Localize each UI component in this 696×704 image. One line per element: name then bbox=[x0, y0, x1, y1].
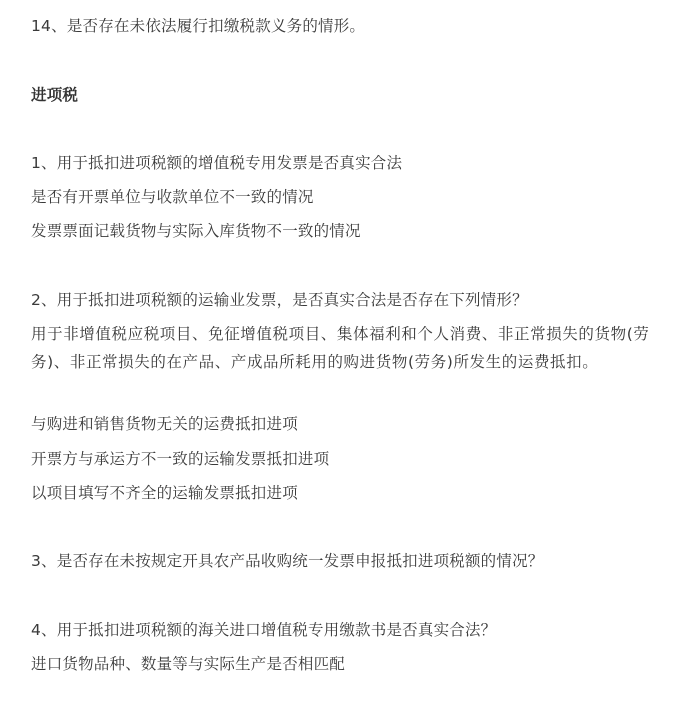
question-4-detail-1: 进口货物品种、数量等与实际生产是否相匹配 bbox=[31, 655, 346, 673]
question-2-detail-4: 以项目填写不齐全的运输发票抵扣进项 bbox=[31, 484, 298, 502]
question-2-detail-1: 用于非增值税应税项目、免征增值税项目、集体福利和个人消费、非正常损失的货物(劳务)、非正常损失的在产品、产成品所耗用的购进货物(劳务)所发生的运费抵扣。 bbox=[31, 325, 650, 371]
question-2-detail-3: 开票方与承运方不一致的运输发票抵扣进项 bbox=[31, 450, 330, 468]
section-heading-input-tax: 进项税 bbox=[31, 86, 79, 104]
question-2-detail-2: 与购进和销售货物无关的运费抵扣进项 bbox=[31, 415, 298, 433]
question-1-detail-1: 是否有开票单位与收款单位不一致的情况 bbox=[31, 188, 314, 206]
question-1: 1、用于抵扣进项税额的增值税专用发票是否真实合法 bbox=[31, 154, 403, 172]
item-14-question: 14、是否存在未依法履行扣缴税款义务的情形。 bbox=[31, 17, 366, 35]
question-3: 3、是否存在未按规定开具农产品收购统一发票申报抵扣进项税额的情况？ bbox=[31, 552, 544, 570]
question-2: 2、用于抵扣进项税额的运输业发票，是否真实合法是否存在下列情形？ bbox=[31, 291, 528, 309]
question-4: 4、用于抵扣进项税额的海关进口增值税专用缴款书是否真实合法？ bbox=[31, 621, 497, 639]
question-1-detail-2: 发票票面记载货物与实际入库货物不一致的情况 bbox=[31, 222, 361, 240]
